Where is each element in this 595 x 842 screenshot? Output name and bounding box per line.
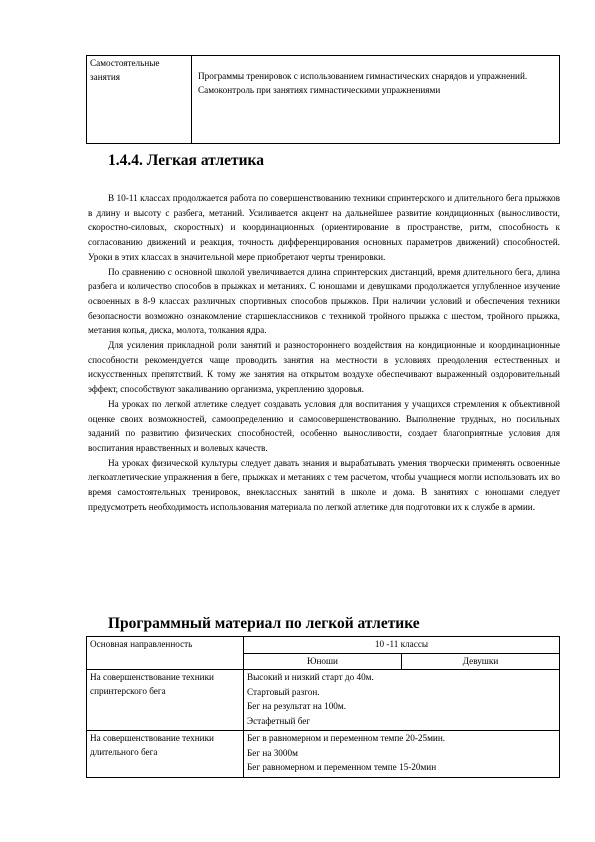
paragraph: На уроках физической культуры следует давать знания и вырабатывать умения творчески применять освоенные легкоатлетические упражнения в беге, прыжках и метаниях с тем расчетом, чтобы учащиеся могли использовать их во время самостоятельных тренировок, внеклассных занятий в школе и дома. В занятиях с юношами следует предусмотреть необходимость использования материала по легкой атлетике для подготовки их к службе в армии.: [88, 458, 560, 513]
row-direction: На совершенствование техники длительного бега: [87, 731, 244, 778]
body-text: [88, 192, 560, 515]
row-content: [244, 670, 560, 731]
section-title: 1.4.4. Легкая атлетика: [108, 152, 264, 169]
program-title: Программный материал по легкой атлетике: [108, 615, 420, 632]
content-line: Бег на 3000м: [247, 747, 298, 758]
paragraph: Для усиления прикладной роли занятий и разностороннего воздействия на кондиционные и координационные способности рекомендуется чаще проводить занятия на местности в условиях преодоления естественных и искусственных препятствий. К тому же занятия на открытом воздухе обеспечивают выраженный оздоровительный эффект, способствуют закаливанию организма, укреплению здоровья.: [88, 341, 560, 396]
header-classes: 10 -11 классы: [244, 637, 560, 654]
content-line: Бег на результат на 100м.: [247, 701, 347, 711]
content-line: Бег в равномерном и переменном темпе 20-25мин.: [247, 733, 446, 743]
top-table-cell-left: Самостоятельные занятия: [87, 56, 192, 144]
header-boys: Юноши: [244, 653, 402, 670]
content-line: Высокий и низкий старт до 40м.: [247, 672, 374, 682]
top-table: [86, 55, 560, 144]
paragraph: По сравнению с основной школой увеличивается длина спринтерских дистанций, время длительного бега, длина разбега и количество способов в прыжках и метаниях. С юношами и девушками продолжается углубленное изучение освоенных в 8-9 классах различных спортивных способов прыжков. При наличии условий и обеспечения техники безопасности возможно ознакомление старшеклассников с техникой тройного прыжка с шестом, тройного прыжка, метания копья, диска, молота, толкания ядра.: [88, 267, 560, 337]
header-direction: Основная направленность: [87, 637, 244, 670]
paragraph: В 10-11 классах продолжается работа по совершенствованию техники спринтерского и длительного бега прыжков в длину и высоту с разбега, метаний. Усиливается акцент на дальнейшее развитие кондиционных (выносливости, скоростно-силовых, скоростных) и координационных (ориентирование в пространстве, ритм, способность к согласованию движений и реакция, точность дифференцирования основных параметров движений) способностей. Уроки в этих классах в значительной мере приобретают черты тренировки.: [88, 194, 560, 263]
paragraph: На уроках по легкой атлетике следует создавать условия для воспитания у учащихся стремления к объективной оценке своих возможностей, самоопределению и самосовершенствованию. Выполнение трудных, но посильных заданий по развитию физических способностей, особенно выносливости, создает благоприятные условия для воспитания нравственных и волевых качеств.: [88, 399, 560, 454]
content-line: Стартовый разгон.: [247, 686, 320, 697]
row-direction: На совершенствование техники спринтерского бега: [87, 670, 244, 731]
content-line: Эстафетный бег: [247, 715, 311, 726]
header-girls: Девушки: [402, 653, 560, 670]
table-row: [87, 731, 560, 778]
content-line: Бег равномерном и переменном темпе 15-20мин: [247, 762, 437, 772]
program-table: [86, 636, 560, 778]
table-row: [87, 670, 560, 731]
row-content: [244, 731, 560, 778]
top-table-cell-right: Программы тренировок с использованием гимнастических снарядов и упражнений. Самоконтроль при занятиях гимнастическими упражнениями: [192, 56, 560, 144]
